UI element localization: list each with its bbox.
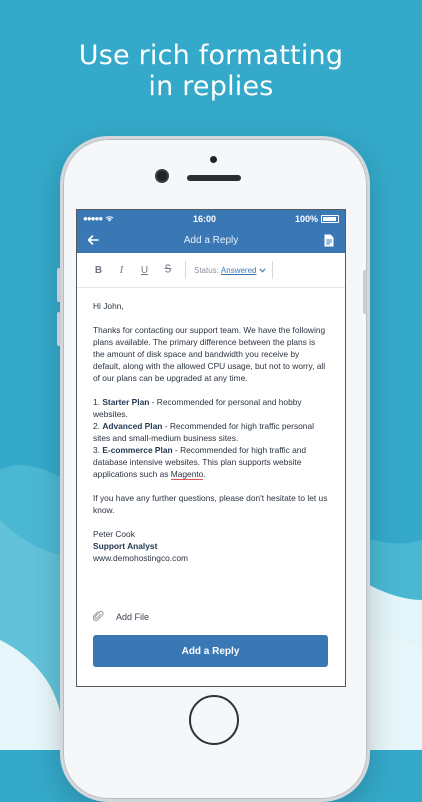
toolbar-divider — [185, 261, 186, 279]
signal-icon: ●●●●● — [83, 214, 103, 223]
app-screen — [76, 209, 346, 687]
nav-bar — [77, 227, 345, 253]
format-toolbar — [77, 253, 345, 288]
strikethrough-icon — [164, 264, 172, 273]
plan-desc: - Recommended for high traffic personal sites and small-medium business sites. — [93, 421, 314, 443]
volume-up-button — [57, 268, 61, 302]
status-dropdown[interactable]: Answered — [220, 265, 257, 275]
front-camera-icon — [210, 156, 217, 163]
paperclip-icon — [93, 611, 104, 622]
clock: 16:00 — [193, 213, 217, 224]
bold-button[interactable]: B — [94, 264, 103, 276]
battery-percent: 100% — [294, 213, 318, 224]
plan-item: 1. Starter Plan - Recommended for personal and hobby websites. — [93, 397, 302, 419]
reply-editor[interactable] — [77, 288, 345, 564]
intro-paragraph: Thanks for contacting our support team. We have the following plans available. The primary difference between the plans is the amount of disk space and bandwidth you receive by default, along with the allowed CPU usage, but not to worry, all of our plans can be upgraded at any time. — [93, 325, 326, 383]
signature — [93, 528, 329, 564]
speaker-grille — [187, 175, 241, 181]
volume-down-button — [57, 312, 61, 346]
chevron-down-icon — [259, 268, 266, 273]
home-button[interactable] — [189, 695, 239, 745]
plan-name: Starter Plan — [102, 397, 150, 407]
plan-name: E-commerce Plan — [102, 445, 173, 455]
plan-desc: - Recommended for personal and hobby websites. — [93, 397, 302, 419]
battery-icon — [321, 215, 339, 223]
status-label: Status: — [194, 265, 219, 275]
headline — [0, 40, 422, 102]
greeting: Hi John, — [93, 301, 124, 311]
arrow-left-icon — [87, 235, 99, 245]
back-button[interactable] — [85, 232, 101, 248]
wifi-icon — [105, 215, 114, 222]
power-button — [363, 270, 367, 314]
add-file-button[interactable] — [93, 611, 149, 622]
sensor-icon — [157, 171, 167, 181]
signature-name: Peter Cook — [93, 529, 135, 539]
plan-item: 3. E-commerce Plan - Recommended for high traffic and database intensive websites. This plan supports website applications such as Magento. — [93, 445, 307, 479]
closing-paragraph: If you have any further questions, please don't hesitate to let us know. — [93, 493, 328, 515]
plan-desc: - Recommended for high traffic and database intensive websites. This plan supports website applications such as — [93, 445, 307, 479]
template-button[interactable] — [321, 232, 337, 248]
page-title: Add a Reply — [183, 234, 239, 246]
document-icon — [324, 234, 334, 247]
strikethrough-button[interactable] — [156, 264, 179, 276]
status-bar — [77, 210, 345, 227]
add-reply-button[interactable]: Add a Reply — [93, 635, 328, 667]
headline-line-1: Use rich formatting — [78, 40, 344, 71]
plan-name: Advanced Plan — [102, 421, 163, 431]
toolbar-divider-end — [272, 261, 273, 279]
signature-website: www.demohostingco.com — [93, 553, 188, 563]
signature-role: Support Analyst — [93, 541, 158, 551]
add-file-label: Add File — [116, 611, 150, 622]
plan-item: 2. Advanced Plan - Recommended for high traffic personal sites and small-medium business sites. — [93, 421, 314, 443]
headline-line-2: in replies — [148, 71, 274, 102]
plans-list — [93, 396, 329, 480]
underline-button[interactable]: U — [140, 264, 149, 276]
spellcheck-highlight: Magento — [170, 469, 204, 479]
italic-button[interactable]: I — [119, 264, 124, 276]
